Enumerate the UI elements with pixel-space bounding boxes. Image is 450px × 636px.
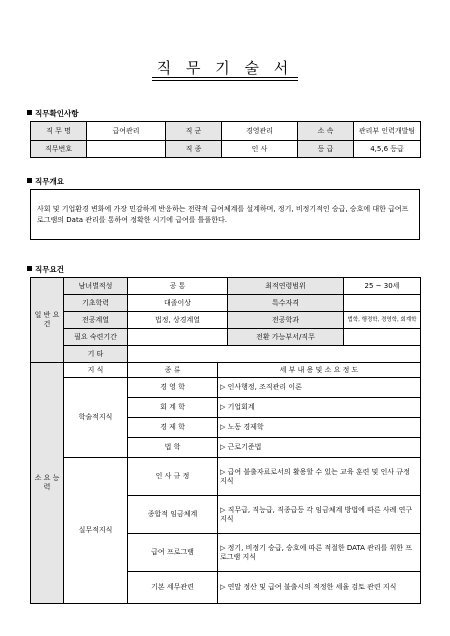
general-requirements-table (30, 277, 421, 363)
table-row (31, 458, 421, 496)
general-value-gender: 공 통 (128, 278, 228, 295)
square-bullet-icon (27, 178, 32, 183)
practical-detail: ▷ 급여 불출자료로서의 활용할 수 있는 교육 훈련 및 인사 규정 지식 (218, 458, 421, 496)
practical-knowledge-label: 실무적지식 (64, 458, 128, 604)
section-info-heading: 직무확인사항 (27, 108, 78, 119)
info-label-grade: 등 급 (298, 141, 354, 158)
info-value-department: 관리부 인력개발팀 (354, 122, 421, 141)
info-label-job-type: 직 종 (166, 141, 222, 158)
ability-header-detail: 세 부 내 용 및 소 요 정 도 (218, 363, 421, 378)
page-title: 직 무 기 술 서 (156, 59, 294, 77)
general-side-label: 일 반 요 건 (31, 278, 64, 363)
academic-detail: ▷ 인사행정, 조직관리 이론 (218, 378, 421, 398)
ability-table (30, 362, 421, 604)
general-row (31, 312, 421, 329)
general-label-other: 기 타 (64, 346, 128, 363)
academic-detail: ▷ 근로기준법 (218, 438, 421, 458)
practical-type: 종합적 임금체계 (128, 496, 218, 534)
general-value-major: 법학, 행정학, 경영학, 회계학 (344, 312, 421, 329)
info-value-job-number (87, 141, 166, 158)
info-value-job-name: 급여관리 (87, 122, 166, 141)
general-value-training-period (128, 329, 228, 346)
general-label-major: 전공학과 (228, 312, 344, 329)
section-summary-heading: 직무개요 (27, 176, 64, 187)
academic-type: 회 계 학 (128, 398, 218, 418)
general-row (31, 329, 421, 346)
info-value-grade: 4,5,6 등급 (354, 141, 421, 158)
info-label-job-group: 직 군 (166, 122, 222, 141)
general-label-training-period: 필요 숙련기간 (64, 329, 128, 346)
info-value-job-group: 경영관리 (222, 122, 298, 141)
general-value-other (128, 346, 421, 363)
ability-header-row (31, 363, 421, 378)
general-label-transfer: 전환 가능부서/직무 (228, 329, 344, 346)
general-value-age: 25 ~ 30세 (344, 278, 421, 295)
info-row (31, 141, 421, 158)
title-underline-top (152, 77, 298, 78)
ability-header-knowledge: 지 식 (64, 363, 128, 378)
info-label-department: 소 속 (298, 122, 354, 141)
title-underline-bottom (152, 80, 298, 81)
general-row (31, 278, 421, 295)
general-label-gender: 남녀별적성 (64, 278, 128, 295)
square-bullet-icon (27, 110, 32, 115)
practical-type: 급여 프로그램 (128, 534, 218, 572)
general-value-transfer (344, 329, 421, 346)
practical-detail: ▷ 정기, 비정기 승급, 승호에 따른 적절한 DATA 관리를 위한 프로그램 지식 (218, 534, 421, 572)
general-value-education: 대졸이상 (128, 295, 228, 312)
info-label-job-name: 직 무 명 (31, 122, 87, 141)
general-value-major-field: 법정, 상경계열 (128, 312, 228, 329)
academic-type: 경 영 학 (128, 378, 218, 398)
general-label-major-field: 전공계열 (64, 312, 128, 329)
info-table (30, 121, 421, 158)
ability-header-type: 종 류 (128, 363, 218, 378)
general-label-age: 최적연령범위 (228, 278, 344, 295)
general-label-education: 기초학력 (64, 295, 128, 312)
academic-detail: ▷ 노동 경제학 (218, 418, 421, 438)
general-row (31, 346, 421, 363)
general-row (31, 295, 421, 312)
square-bullet-icon (27, 266, 32, 271)
general-value-license (344, 295, 421, 312)
info-row (31, 122, 421, 141)
academic-detail: ▷ 기업회계 (218, 398, 421, 418)
academic-type: 경 제 학 (128, 418, 218, 438)
academic-type: 법 학 (128, 438, 218, 458)
info-value-job-type: 인 사 (222, 141, 298, 158)
practical-detail: ▷ 연말 정산 및 급여 불출시의 적정한 세율 검토 관련 지식 (218, 572, 421, 604)
practical-type: 기본 세무관련 (128, 572, 218, 604)
academic-knowledge-label: 학술적지식 (64, 378, 128, 458)
section-requirements-heading: 직무요건 (27, 264, 64, 275)
ability-side-label: 소 요 능 력 (31, 363, 64, 604)
general-label-license: 특수자격 (228, 295, 344, 312)
practical-type: 인 사 규 정 (128, 458, 218, 496)
info-label-job-number: 직무번호 (31, 141, 87, 158)
practical-detail: ▷ 직무급, 직능급, 직종급등 각 임금체계 방법에 따른 사례 연구 지식 (218, 496, 421, 534)
table-row (31, 378, 421, 398)
summary-box: 사회 및 기업환경 변화에 가장 민감하게 반응하는 전략적 급여체계를 설계하며, 정기, 비정기적인 승급, 승호에 대한 급여프로그램의 Data 관리를 통하여 정확한 시기에 급여를 틀풀한다. (30, 189, 420, 240)
